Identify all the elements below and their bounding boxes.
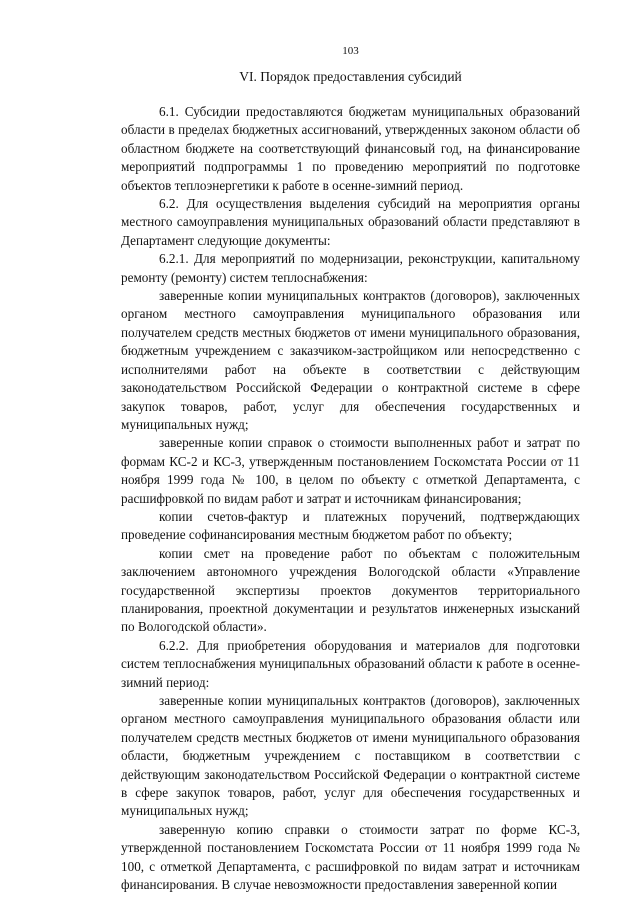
paragraph-ks3-certificate: заверенную копию справки о стоимости затрат по форме КС-3, утвержденной постановлением Госкомстата России от 11 ноября 1999 года № 100, с отметкой Департамента, с расшифровкой по видам затрат и источникам финансирования. В случае невозможности предоставления заверенной копии (121, 821, 580, 893)
paragraph-ks-certificates: заверенные копии справок о стоимости выполненных работ и затрат по формам КС-2 и КС-3, утвержденным постановлением Госкомстата России от 11 ноября 1999 года № 100, в целом по объекту с отметкой Департамента, с расшифровкой по видам работ и затрат и источникам финансирования; (121, 435, 580, 506)
paragraph-6-2-2: 6.2.2. Для приобретения оборудования и материалов для подготовки систем теплоснабжения муниципальных образований области к работе в осенне-зимний период: (121, 637, 580, 690)
paragraph-contracts: заверенные копии муниципальных контрактов (договоров), заключенных органом местного самоуправления муниципального образования или получателем средств местных бюджетов от имени муниципального образования, бюджетным учреждением с заказчиком-застройщиком или непосредственно с исполнителями работ на объекте в соответствии с действующим законодательством Российской Федерации о контрактной системе в сфере закупок товаров, работ, услуг для обеспечения государственных и муниципальных нужд; (121, 288, 580, 432)
section-heading: VI. Порядок предоставления субсидий (239, 69, 462, 84)
paragraph-6-2-1: 6.2.1. Для мероприятий по модернизации, реконструкции, капитальному ремонту (ремонту) систем теплоснабжения: (121, 251, 580, 285)
page-number: 103 (342, 45, 359, 57)
paragraph-invoices: копии счетов-фактур и платежных поручений, подтверждающих проведение софинансирования местным бюджетом работ по объекту; (121, 508, 580, 543)
document-body (121, 103, 580, 894)
paragraph-supply-contracts: заверенные копии муниципальных контрактов (договоров), заключенных органом местного самоуправления муниципального образования области или получателем средств местных бюджетов от имени муниципального образования области, бюджетным учреждением с поставщиком в соответствии с действующим законодательством Российской Федерации о контрактной системе в сфере закупок товаров, работ, услуг для обеспечения государственных и муниципальных нужд; (121, 693, 580, 819)
paragraph-estimates: копии смет на проведение работ по объектам с положительным заключением автономного учреждения Вологодской области «Управление государственной экспертизы проектов документов территориального планирования, проектной документации и результатов инженерных изысканий по Вологодской области». (121, 545, 580, 635)
paragraph-6-1: 6.1. Субсидии предоставляются бюджетам муниципальных образований области в пределах бюджетных ассигнований, утвержденных законом области об областном бюджете на соответствующий финансовый год, на финансирование мероприятий подпрограммы 1 по проведению мероприятий по подготовке объектов теплоэнергетики к работе в осенне-зимний период. (121, 104, 580, 193)
paragraph-6-2: 6.2. Для осуществления выделения субсидий на мероприятия органы местного самоуправления муниципальных образований области представляют в Департамент следующие документы: (121, 196, 580, 248)
